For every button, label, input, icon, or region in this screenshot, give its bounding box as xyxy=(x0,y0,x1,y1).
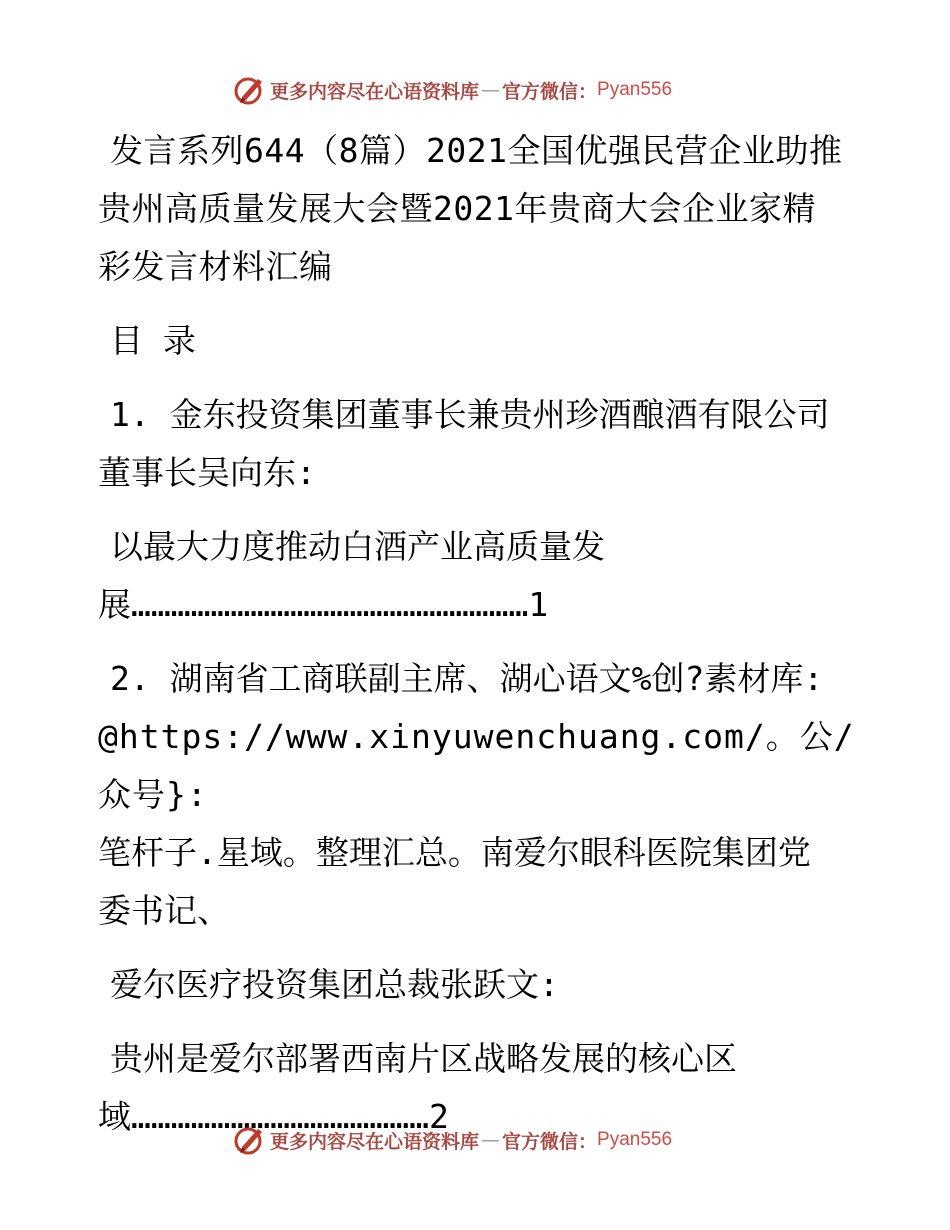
toc-entry-1-subtitle-page: 展……………………………………………………1 xyxy=(98,585,549,624)
document-title-line-1: 发言系列644（8篇）2021全国优强民营企业助推 xyxy=(110,131,843,170)
watermark-main-text: 更多内容尽在心语资料库 xyxy=(270,80,480,103)
toc-entry-2-line-1: 2. 湖南省工商联副主席、湖心语文%创?素材库: xyxy=(110,659,824,698)
document-body xyxy=(98,122,858,1146)
toc-entry-1-subtitle: 以最大力度推动白酒产业高质量发 xyxy=(110,527,605,566)
watermark-sub-text: 官方微信： xyxy=(502,1130,598,1153)
pen-logo-icon xyxy=(232,73,266,107)
watermark-main-text: 更多内容尽在心语资料库 xyxy=(270,1130,480,1153)
toc-entry-2-subtitle: 贵州是爱尔部署西南片区战略发展的核心区 xyxy=(110,1039,737,1078)
watermark-wechat-id: Pyan556 xyxy=(597,79,673,100)
watermark-sub-text: 官方微信： xyxy=(502,80,598,103)
toc-entry-2-line-2: @https://www.xinyuwenchuang.com/。公/众号}: xyxy=(98,717,855,814)
watermark-dash: — xyxy=(481,1129,501,1151)
toc-entry-1-line-2: 董事长吴向东: xyxy=(98,453,316,492)
toc-entry-2-line-3: 笔杆子.星域。整理汇总。南爱尔眼科医院集团党 xyxy=(98,833,811,872)
toc-entry-2-subtitle-page: 域………………………………………2 xyxy=(98,1097,449,1136)
document-title-line-2: 贵州高质量发展大会暨2021年贵商大会企业家精 xyxy=(98,189,816,228)
document-title-line-3: 彩发言材料汇编 xyxy=(98,247,333,286)
toc-entry-2-person: 爱尔医疗投资集团总裁张跃文: xyxy=(110,965,559,1004)
pen-logo-icon xyxy=(232,1123,266,1157)
watermark-banner-bottom xyxy=(232,1122,732,1158)
toc-entry-2-line-4: 委书记、 xyxy=(98,891,230,930)
watermark-dash: — xyxy=(481,79,501,101)
toc-heading: 目 录 xyxy=(110,321,196,360)
watermark-wechat-id: Pyan556 xyxy=(597,1129,673,1150)
toc-entry-1-line-1: 1. 金东投资集团董事长兼贵州珍酒酿酒有限公司 xyxy=(110,395,830,434)
watermark-banner-top xyxy=(232,72,732,108)
